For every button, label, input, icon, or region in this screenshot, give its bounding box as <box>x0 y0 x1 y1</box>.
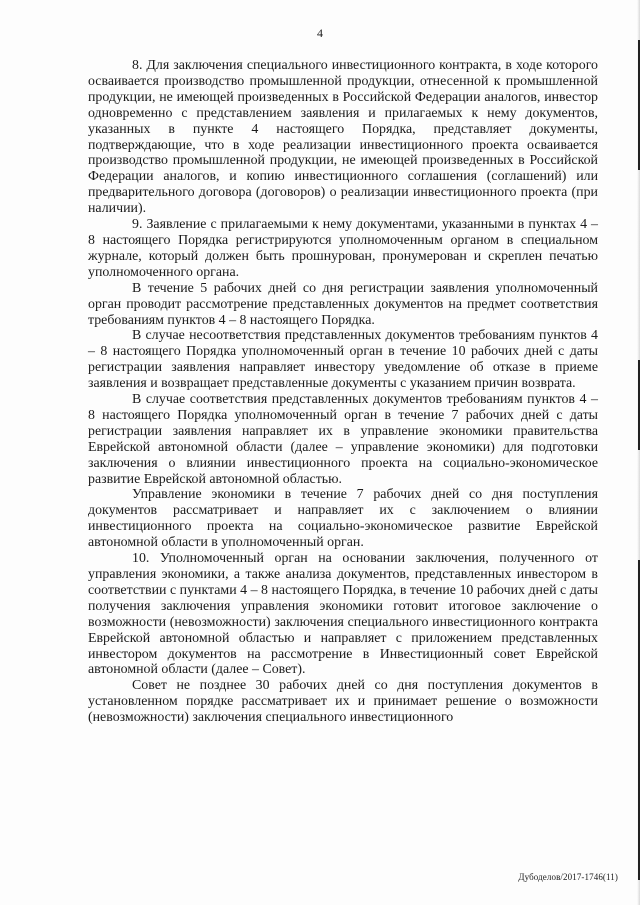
paragraph-8: 8. Для заключения специального инвестиционного контракта, в ходе которого осваивается производство промышленной продукции, отнесенной к промышленной продукции, не имеющей произведенных в Российской Федерации аналогов, инвестор одновременно с представлением заявления и прилагаемых к нему документов, указанных в пункте 4 настоящего Порядка, представляет документы, подтверждающие, что в ходе реализации инвестиционного проекта осваивается производство промышленной продукции, не имеющей произведенных в Российской Федерации аналогов, и копию инвестиционного соглашения (соглашений) или предварительного договора (договоров) о реализации инвестиционного проекта (при наличии). <box>88 58 598 217</box>
paragraph-9-economy-review: Управление экономики в течение 7 рабочих дней со дня поступления документов рассматривает и направляет их с заключением о влиянии инвестиционного проекта на социально-экономическое развитие Еврейской автономной области в уполномоченный орган. <box>88 487 598 551</box>
document-code: Дубоделов/2017-1746(11) <box>518 872 618 882</box>
paragraph-10-council: Совет не позднее 30 рабочих дней со дня поступления документов в установленном порядке рассматривает их и принимает решение о возможности (невозможности) заключения специального инвестиционного <box>88 678 598 726</box>
paragraph-9-match: В случае соответствия представленных документов требованиям пунктов 4 – 8 настоящего Порядка уполномоченный орган в течение 7 рабочих дней с даты регистрации заявления направляет их в управление экономики правительства Еврейской автономной области (далее – управление экономики) для подготовки заключения о влиянии инвестиционного проекта на социально-экономическое развитие Еврейской автономной областью. <box>88 392 598 487</box>
paragraph-10: 10. Уполномоченный орган на основании заключения, полученного от управления экономики, а также анализа документов, представленных инвестором в соответствии с пунктами 4 – 8 настоящего Порядка, в течение 10 рабочих дней с даты получения заключения управления экономики готовит итоговое заключение о возможности (невозможности) заключения специального инвестиционного контракта Еврейской автономной областью и направляет с приложением представленных инвестором документов на рассмотрение в Инвестиционный совет Еврейской автономной области (далее – Совет). <box>88 551 598 678</box>
paragraph-9: 9. Заявление с прилагаемыми к нему документами, указанными в пунктах 4 – 8 настоящего Порядка регистрируются уполномоченным органом в специальном журнале, который должен быть прошнурован, пронумерован и скреплен печатью уполномоченного органа. <box>88 217 598 280</box>
paragraph-9-review-period: В течение 5 рабочих дней со дня регистрации заявления уполномоченный орган проводит рассмотрение представленных документов на предмет соответствия требованиям пунктов 4 – 8 настоящего Порядка. <box>88 280 598 328</box>
paragraph-9-mismatch: В случае несоответствия представленных документов требованиям пунктов 4 – 8 настоящего Порядка уполномоченный орган в течение 10 рабочих дней с даты регистрации заявления направляет инвестору уведомление об отказе в приеме заявления и возвращает представленные документы с указанием причин возврата. <box>88 328 598 392</box>
document-body <box>88 58 598 726</box>
page-number: 4 <box>317 26 323 40</box>
